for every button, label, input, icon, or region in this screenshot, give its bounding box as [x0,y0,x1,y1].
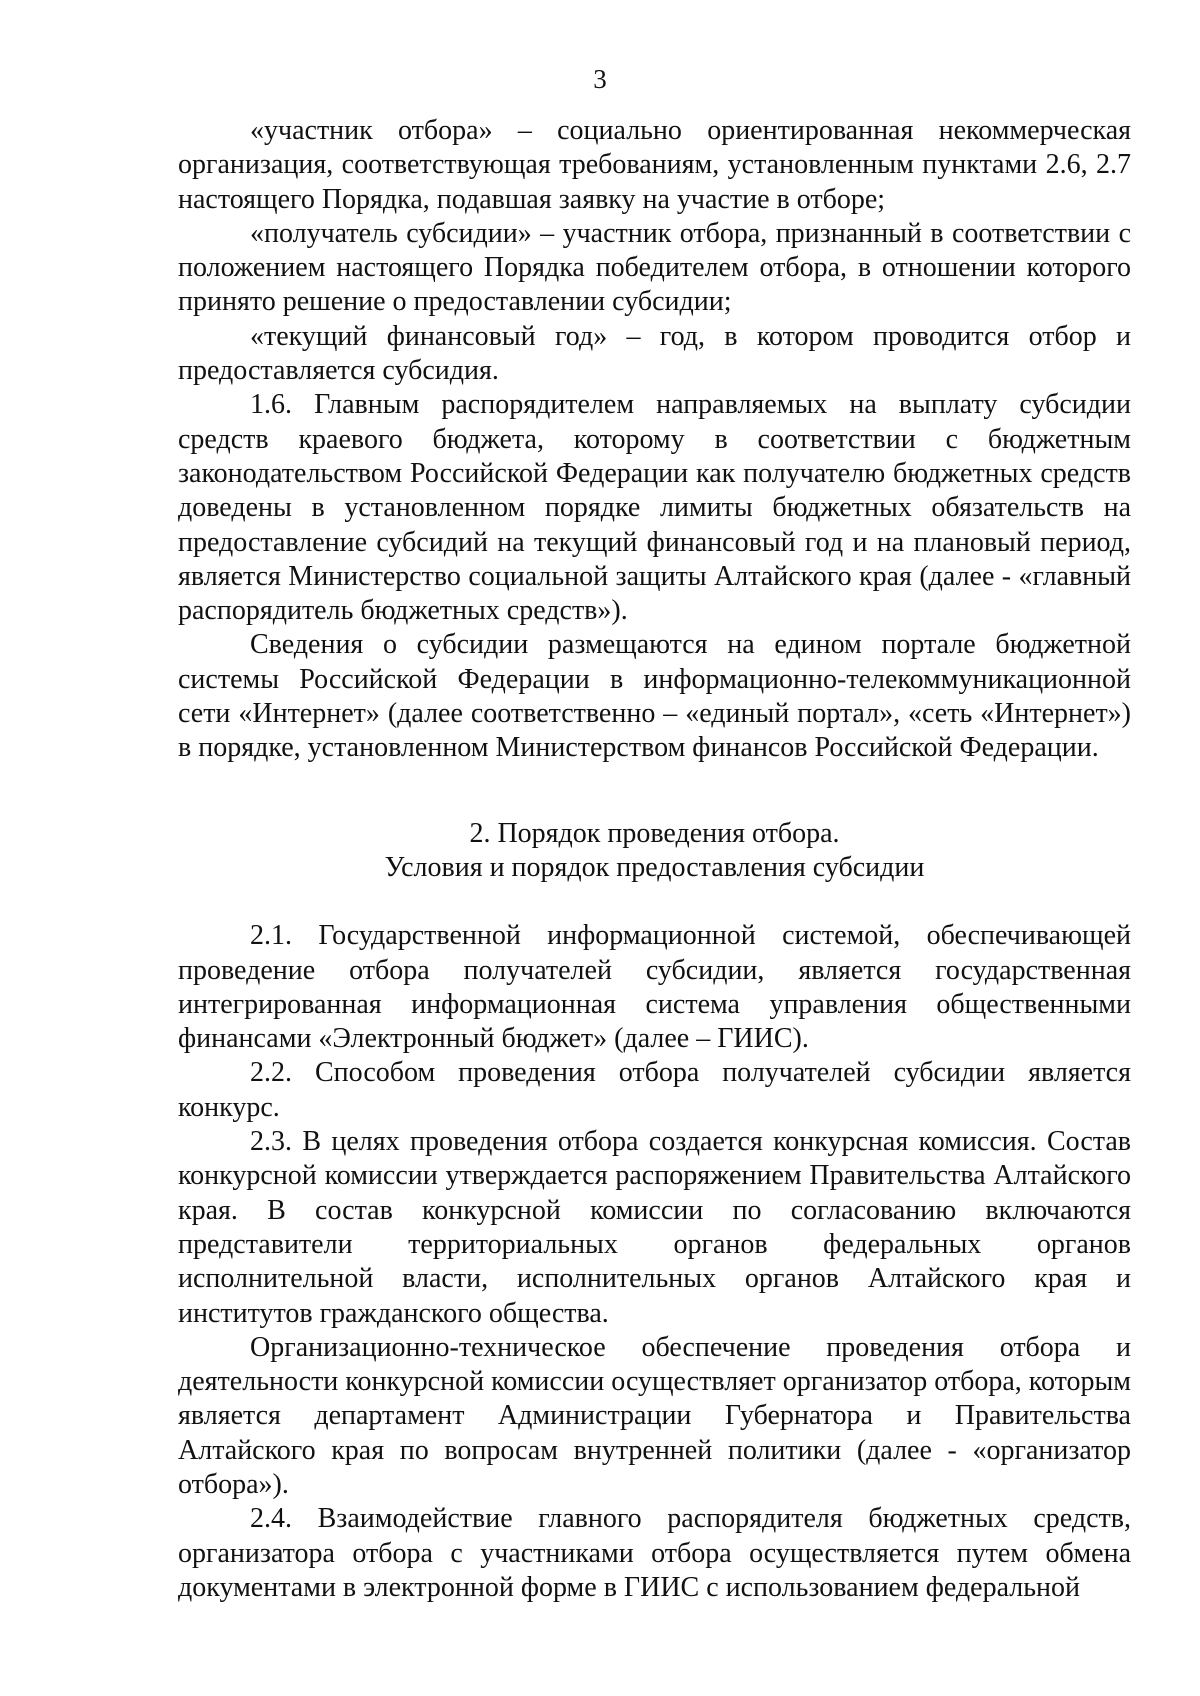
definition-recipient: «получатель субсидии» – участник отбора, признанный в соответствии с положением настоящего Порядка победителем отбора, в отношении которого принято решение о предоставлении субсидии; [178,217,1131,318]
clause-1-6: 1.6. Главным распорядителем направляемых на выплату субсидии средств краевого бюджета, которому в соответствии с бюджетным законодательством Российской Федерации как получателю бюджетных средств доведены в установленном порядке лимиты бюджетных обязательств на предоставление субсидий на текущий финансовый год и на плановый период, является Министерство социальной защиты Алтайского края (далее - «главный распорядитель бюджетных средств»). [178,389,1131,627]
section-2-heading [178,817,1131,886]
section-2-title: 2. Порядок проведения отбора. [469,817,840,849]
clause-2-1: 2.1. Государственной информационной системой, обеспечивающей проведение отбора получателей субсидии, является государственная интегрированная информационная система управления общественными финансами «Электронный бюджет» (далее – ГИИС). [178,920,1131,1055]
document-body [178,114,1131,1605]
organizer-paragraph: Организационно-техническое обеспечение проведения отбора и деятельности конкурсной комиссии осуществляет организатор отбора, которым является департамент Администрации Губернатора и Правительства Алтайского края по вопросам внутренней политики (далее - «организатор отбора»). [178,1331,1131,1500]
page-number: 3 [593,64,607,94]
section-2-subtitle: Условия и порядок предоставления субсидии [384,851,925,883]
clause-2-3: 2.3. В целях проведения отбора создается конкурсная комиссия. Состав конкурсной комиссии утверждается распоряжением Правительства Алтайского края. В состав конкурсной комиссии по согласованию включаются представители территориальных органов федеральных органов исполнительной власти, исполнительных органов Алтайского края и институтов гражданского общества. [178,1126,1131,1329]
clause-2-4: 2.4. Взаимодействие главного распорядителя бюджетных средств, организатора отбора с участниками отбора осуществляется путем обмена документами в электронной форме в ГИИС с использованием федеральной [178,1503,1131,1603]
subsidy-info-paragraph: Сведения о субсидии размещаются на едином портале бюджетной системы Российской Федерации в информационно-телекоммуникационной сети «Интернет» (далее соответственно – «единый портал», «сеть «Интернет») в порядке, установленном Министерством финансов Российской Федерации. [178,629,1131,764]
clause-2-2: 2.2. Способом проведения отбора получателей субсидии является конкурс. [178,1057,1131,1123]
definition-financial-year: «текущий финансовый год» – год, в котором проводится отбор и предоставляется субсидия. [178,320,1131,387]
definition-participant: «участник отбора» – социально ориентированная некоммерческая организация, соответствующая требованиям, установленным пунктами 2.6, 2.7 настоящего Порядка, подавшая заявку на участие в отборе; [178,115,1131,215]
